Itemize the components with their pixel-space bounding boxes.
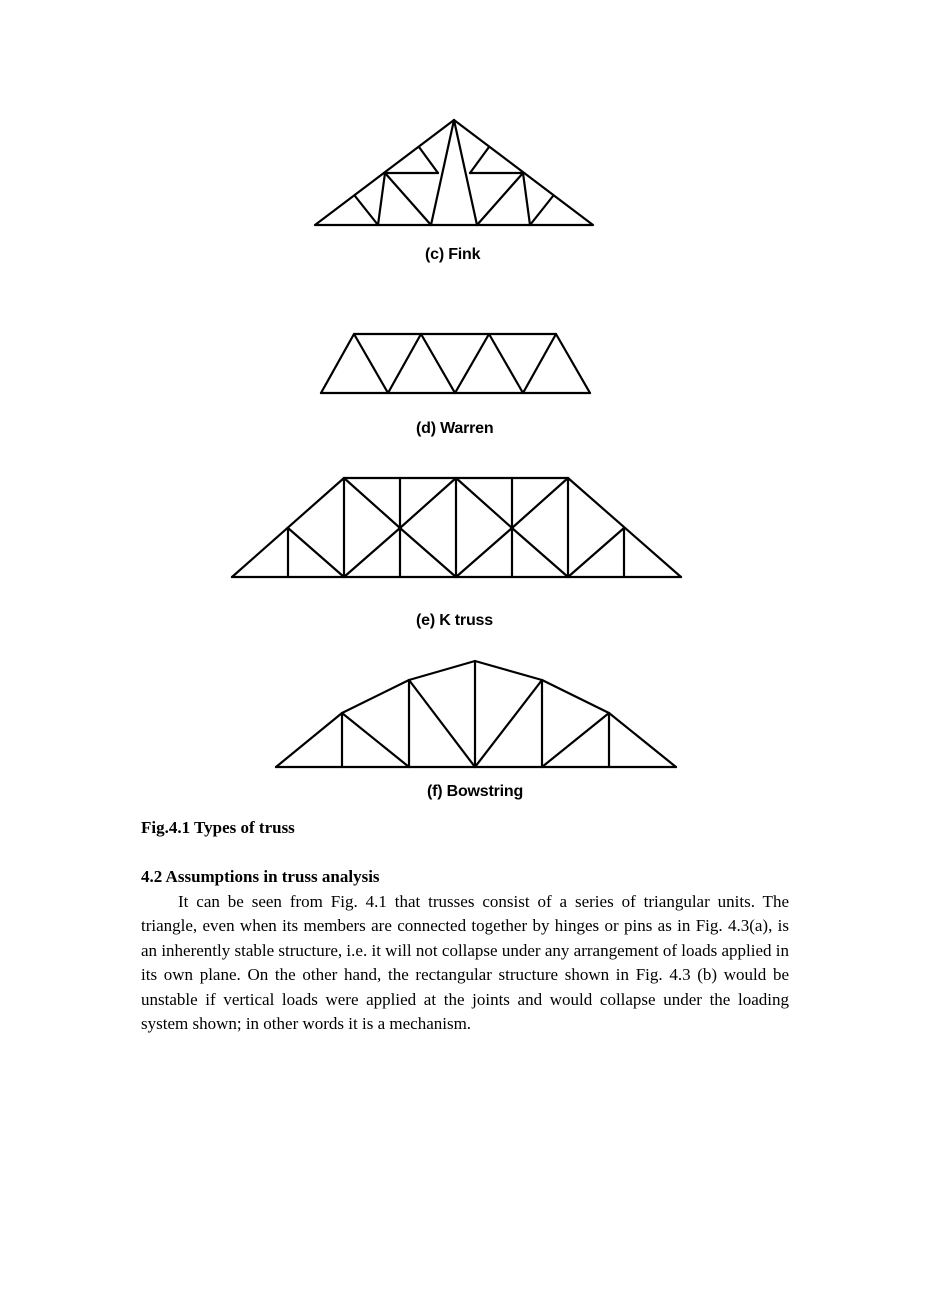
body-paragraph: It can be seen from Fig. 4.1 that trusses consist of a series of triangular units. The triangle, even when its members are connected together by hinges or pins as in Fig. 4.3(a), is an inherently stable structure, i.e. it will not collapse under any arrangement of loads applied in its own plane. On the other hand, the rectangular structure shown in Fig. 4.3 (b) would be unstable if vertical loads were applied at the joints and would collapse under the loading system shown; in other words it is a mechanism. xyxy=(141,892,789,1034)
section-heading: 4.2 Assumptions in truss analysis xyxy=(141,867,380,886)
bowstring-truss-diagram xyxy=(0,640,926,790)
bowstring-caption: (f) Bowstring xyxy=(427,783,524,800)
k-truss-caption: (e) K truss xyxy=(416,612,493,629)
warren-truss-diagram xyxy=(0,300,926,420)
fink-caption: (c) Fink xyxy=(425,246,481,263)
warren-caption: (d) Warren xyxy=(416,420,494,437)
k-truss-diagram xyxy=(0,450,926,600)
figure-title: Fig.4.1 Types of truss xyxy=(141,818,295,837)
